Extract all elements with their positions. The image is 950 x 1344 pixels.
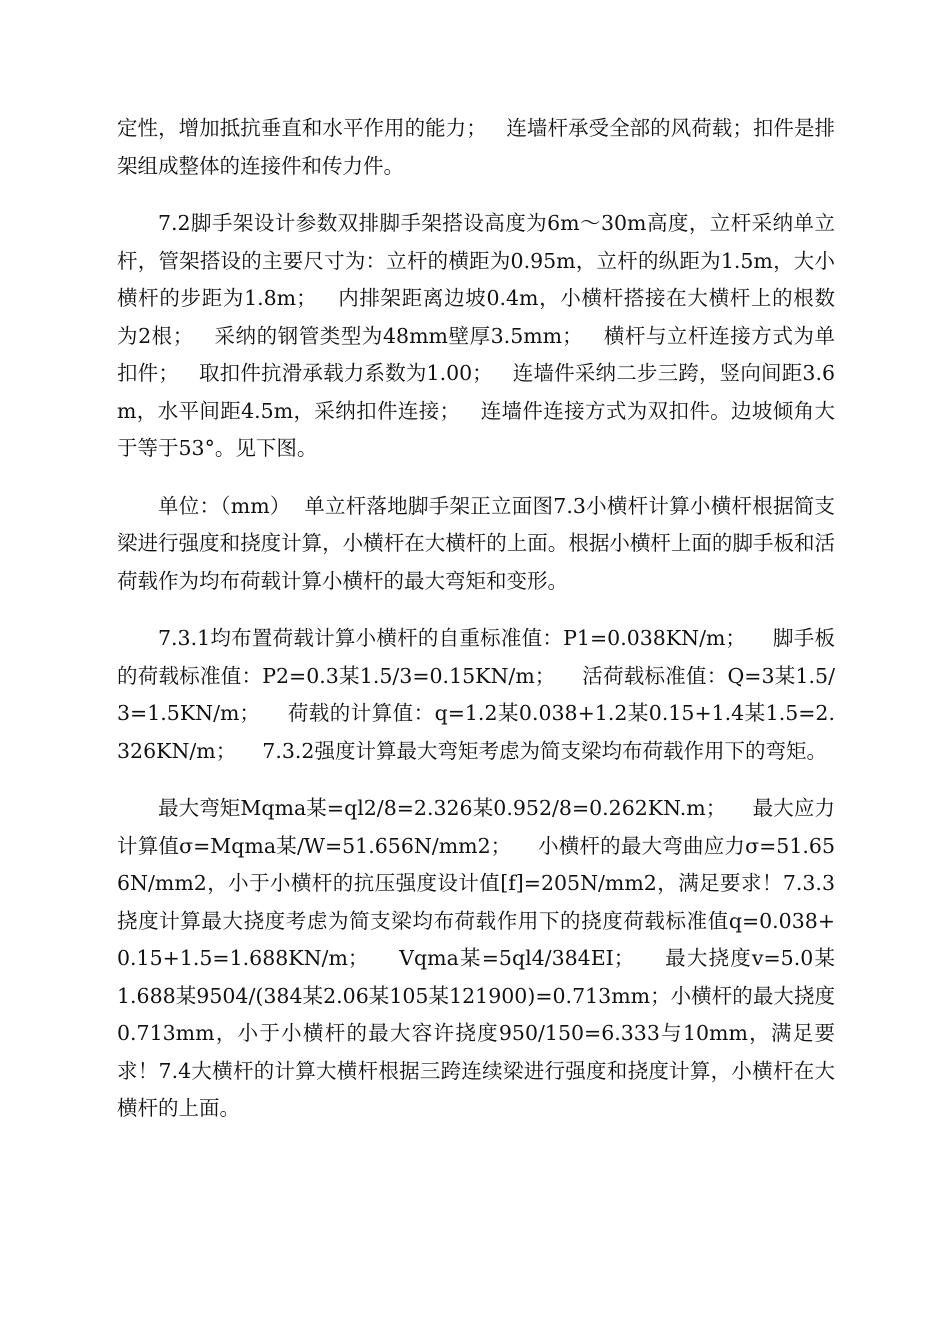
paragraph-1: 定性，增加抵抗垂直和水平作用的能力； 连墙杆承受全部的风荷载；扣件是排架组成整体的连接件和传力件。 (117, 116, 835, 178)
document-body (117, 110, 835, 1148)
paragraph-4: 7.3.1均布置荷载计算小横杆的自重标准值：P1=0.038KN/m； 脚手板的荷载标准值：P2=0.3某1.5/3=0.15KN/m； 活荷载标准值：Q=3某1.5/3=1.5KN/m； 荷载的计算值：q=1.2某0.038+1.2某0.15+1.4某1.5=2.326KN/m； 7.3.2强度计算最大弯矩考虑为简支梁均布荷载作用下的弯矩。 (117, 626, 835, 763)
paragraph-5: 最大弯矩Mqma某=ql2/8=2.326某0.952/8=0.262KN.m； 最大应力计算值σ=Mqma某/W=51.656N/mm2； 小横杆的最大弯曲应力σ=51.656N/mm2，小于小横杆的抗压强度设计值[f]=205N/mm2，满足要求！7.3.3挠度计算最大挠度考虑为简支梁均布荷载作用下的挠度荷载标准值q=0.038+0.15+1.5=1.688KN/m； Vqma某=5ql4/384EI； 最大挠度v=5.0某1.688某9504/(384某2.06某105某121900)=0.713mm；小横杆的最大挠度0.713mm，小于小横杆的最大容许挠度950/150=6.333与10mm，满足要求！7.4大横杆的计算大横杆根据三跨连续梁进行强度和挠度计算，小横杆在大横杆的上面。 (117, 796, 835, 1120)
paragraph-3: 单位：（mm） 单立杆落地脚手架正立面图7.3小横杆计算小横杆根据简支梁进行强度和挠度计算，小横杆在大横杆的上面。根据小横杆上面的脚手板和活荷载作为均布荷载计算小横杆的最大弯矩和变形。 (117, 493, 835, 593)
paragraph-2: 7.2脚手架设计参数双排脚手架搭设高度为6m～30m高度，立杆采纳单立杆，管架搭设的主要尺寸为：立杆的横距为0.95m，立杆的纵距为1.5m，大小横杆的步距为1.8m； 内排架距离边坡0.4m，小横杆搭接在大横杆上的根数为2根； 采纳的钢管类型为48mm壁厚3.5mm； 横杆与立杆连接方式为单扣件； 取扣件抗滑承载力系数为1.00； 连墙件采纳二步三跨，竖向间距3.6m，水平间距4.5m，采纳扣件连接； 连墙件连接方式为双扣件。边坡倾角大于等于53°。见下图。 (117, 211, 835, 460)
